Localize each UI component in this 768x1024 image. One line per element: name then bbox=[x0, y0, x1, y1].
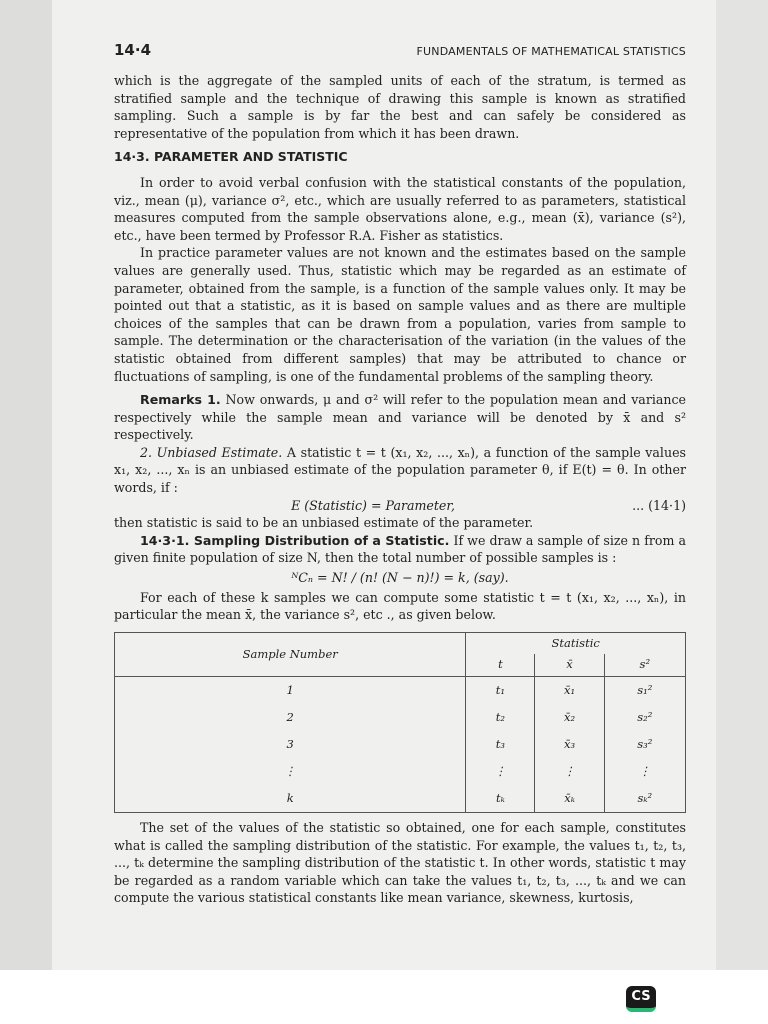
table-cell: t₂ bbox=[466, 704, 535, 731]
remarks-text: Now onwards, μ and σ² will refer to the population mean and variance respectively while the sample mean and variance will be denoted by x̄ and s² respectively. bbox=[114, 392, 686, 443]
table-row bbox=[115, 677, 686, 705]
remarks-conclusion: then statistic is said to be an unbiased estimate of the parameter. bbox=[114, 515, 534, 531]
mean-header: x̄ bbox=[535, 654, 604, 676]
section-paragraph-1: In order to avoid verbal confusion with the statistical constants of the population, viz., mean (μ), variance σ², etc., which are usually referred to as parameters, statistical measures computed from the sample observations alone, e.g., mean (x̄), variance (s²), etc., have been termed by Professor R.A. Fisher as statistics. bbox=[114, 174, 686, 243]
remarks-paragraph bbox=[114, 391, 686, 444]
sampling-table bbox=[114, 632, 686, 813]
table-cell: ⋮ bbox=[604, 758, 685, 785]
table-row bbox=[115, 758, 686, 785]
table-cell: ⋮ bbox=[115, 758, 466, 785]
left-shadow bbox=[0, 0, 52, 1024]
equation-line bbox=[114, 497, 686, 515]
table-row bbox=[115, 731, 686, 758]
intro-paragraph: which is the aggregate of the sampled units of each of the stratum, is termed as stratified sample and the technique of drawing this sample is known as stratified sampling. Such a sample is by far the best and can safely be considered as representative of the population from which it has been drawn. bbox=[114, 73, 686, 141]
page-number: 14·4 bbox=[114, 41, 152, 59]
sample-number-header: Sample Number bbox=[115, 632, 466, 676]
unbiased-estimate-label: 2. Unbiased Estimate. bbox=[140, 444, 283, 460]
subsection-paragraph bbox=[114, 532, 686, 567]
statistic-paragraph: For each of these k samples we can compute some statistic t = t (x₁, x₂, ..., xₙ), in particular the mean x̄, the variance s², etc ., as given below. bbox=[114, 589, 686, 623]
table-cell: 2 bbox=[115, 704, 466, 731]
table-cell: x̄₁ bbox=[535, 677, 604, 705]
section-paragraph-2: In practice parameter values are not known and the estimates based on the sample values are generally used. Thus, statistic which may be regarded as an estimate of parameter, obtained from the sample, is a function of the sample values only. It may be pointed out that a statistic, as it is based on sample values and as there are multiple choices of the samples that can be drawn from a population, varies from sample to sample. The determination or the characterisation of the variation (in the values of the statistic obtained from different samples) that may be attributed to chance or fluctuations of sampling, is one of the fundamental problems of the sampling theory. bbox=[114, 245, 686, 384]
unbiased-estimate-paragraph bbox=[114, 444, 686, 497]
table-cell: tₖ bbox=[466, 785, 535, 813]
unbiased-estimate-text: A statistic t = t (x₁, x₂, ..., xₙ), a function of the sample values x₁, x₂, ..., xₙ is an unbiased estimate of the population parameter θ, if E(t) = θ. In other words, if : bbox=[114, 444, 686, 496]
running-head: FUNDAMENTALS OF MATHEMATICAL STATISTICS bbox=[416, 45, 686, 58]
equation-number: ... (14·1) bbox=[632, 497, 686, 513]
subsection-text: If we draw a sample of size n from a given finite population of size N, then the total number of possible samples is : bbox=[114, 532, 686, 566]
variance-header: s² bbox=[604, 654, 685, 676]
table-cell: k bbox=[115, 785, 466, 813]
statistic-header: Statistic bbox=[466, 632, 686, 654]
table-cell: ⋮ bbox=[466, 758, 535, 785]
section-title: 14·3. PARAMETER AND STATISTIC bbox=[114, 149, 348, 165]
table-row bbox=[115, 785, 686, 813]
table-cell: s₁² bbox=[604, 677, 685, 705]
remarks-label: Remarks 1. bbox=[140, 392, 221, 408]
table-cell: ⋮ bbox=[535, 758, 604, 785]
page-header bbox=[114, 42, 686, 72]
table-cell: t₁ bbox=[466, 677, 535, 705]
closing-paragraph: The set of the values of the statistic so obtained, one for each sample, constitutes what is called the sampling distribution of the statistic. For example, the values t₁, t₂, t₃, ..., tₖ determine the sampling distribution of the statistic t. In other words, statistic t may be regarded as a random variable which can take the values t₁, t₂, t₃, ..., tₖ and we can compute the various statistical constants like mean variance, skewness, kurtosis, bbox=[114, 820, 686, 906]
t-header: t bbox=[466, 654, 535, 676]
table-cell: s₂² bbox=[604, 704, 685, 731]
table-cell: t₃ bbox=[466, 731, 535, 758]
right-margin bbox=[716, 0, 768, 1024]
table-cell: 1 bbox=[115, 677, 466, 705]
table-cell: x̄ₖ bbox=[535, 785, 604, 813]
equation: E (Statistic) = Parameter, bbox=[291, 497, 456, 513]
table-cell: x̄₂ bbox=[535, 704, 604, 731]
camscanner-logo-icon: CS bbox=[626, 986, 656, 1012]
table-cell: x̄₃ bbox=[535, 731, 604, 758]
subsection-title: 14·3·1. Sampling Distribution of a Statistic. bbox=[140, 532, 450, 548]
page-content bbox=[114, 42, 686, 907]
document-page bbox=[52, 0, 716, 970]
table-cell: s₃² bbox=[604, 731, 685, 758]
table-cell: sₖ² bbox=[604, 785, 685, 813]
table-row bbox=[115, 704, 686, 731]
combination-formula: ᴺCₙ = N! / (n! (N − n)!) = k, (say). bbox=[291, 570, 509, 586]
table-cell: 3 bbox=[115, 731, 466, 758]
